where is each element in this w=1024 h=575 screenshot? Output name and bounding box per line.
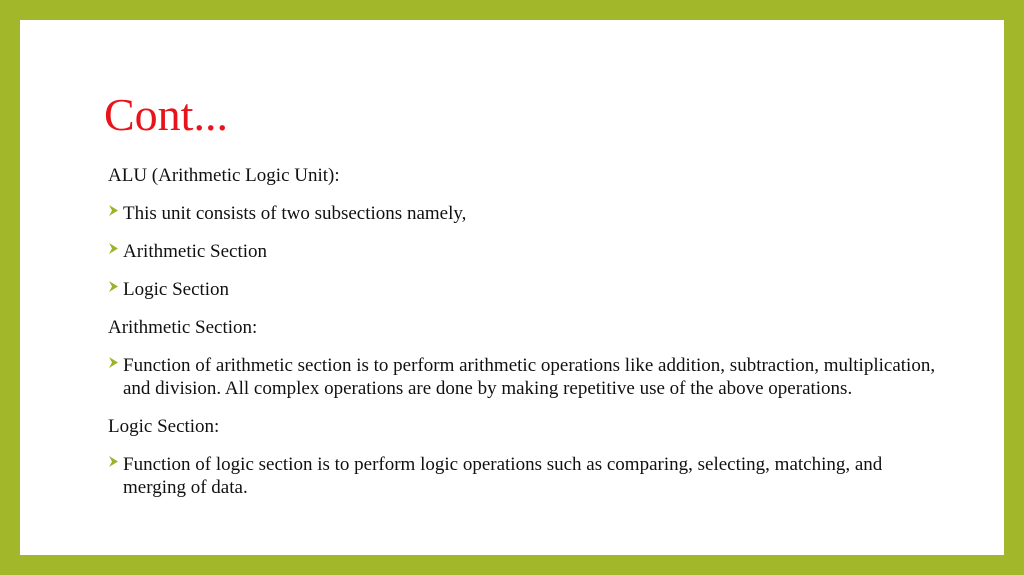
bullet-item [108,354,938,400]
bullet-item [108,240,938,263]
section-heading-alu: ALU (Arithmetic Logic Unit): [108,165,340,186]
bullet-text: This unit consists of two subsections namely, [123,203,467,224]
bullet-item [108,202,938,225]
arrowhead-bullet-icon [108,354,120,370]
bullet-text: Logic Section [123,279,230,300]
slide-title: Cont... [104,89,228,140]
bullet-item [108,278,938,301]
slide-content [108,164,938,514]
arrowhead-bullet-icon [108,453,120,469]
bullet-text: Function of logic section is to perform logic operations such as comparing, selecting, matching, and merging of data. [123,454,883,498]
arrowhead-bullet-icon [108,240,120,256]
section-heading-arithmetic: Arithmetic Section: [108,317,258,338]
section-heading-logic: Logic Section: [108,416,220,437]
bullet-item [108,453,938,499]
bullet-text: Function of arithmetic section is to perform arithmetic operations like addition, subtraction, multiplication, and division. All complex operations are done by making repetitive use of the above operations. [123,355,936,399]
arrowhead-bullet-icon [108,278,120,294]
bullet-text: Arithmetic Section [123,241,268,262]
arrowhead-bullet-icon [108,202,120,218]
slide [20,20,1004,555]
